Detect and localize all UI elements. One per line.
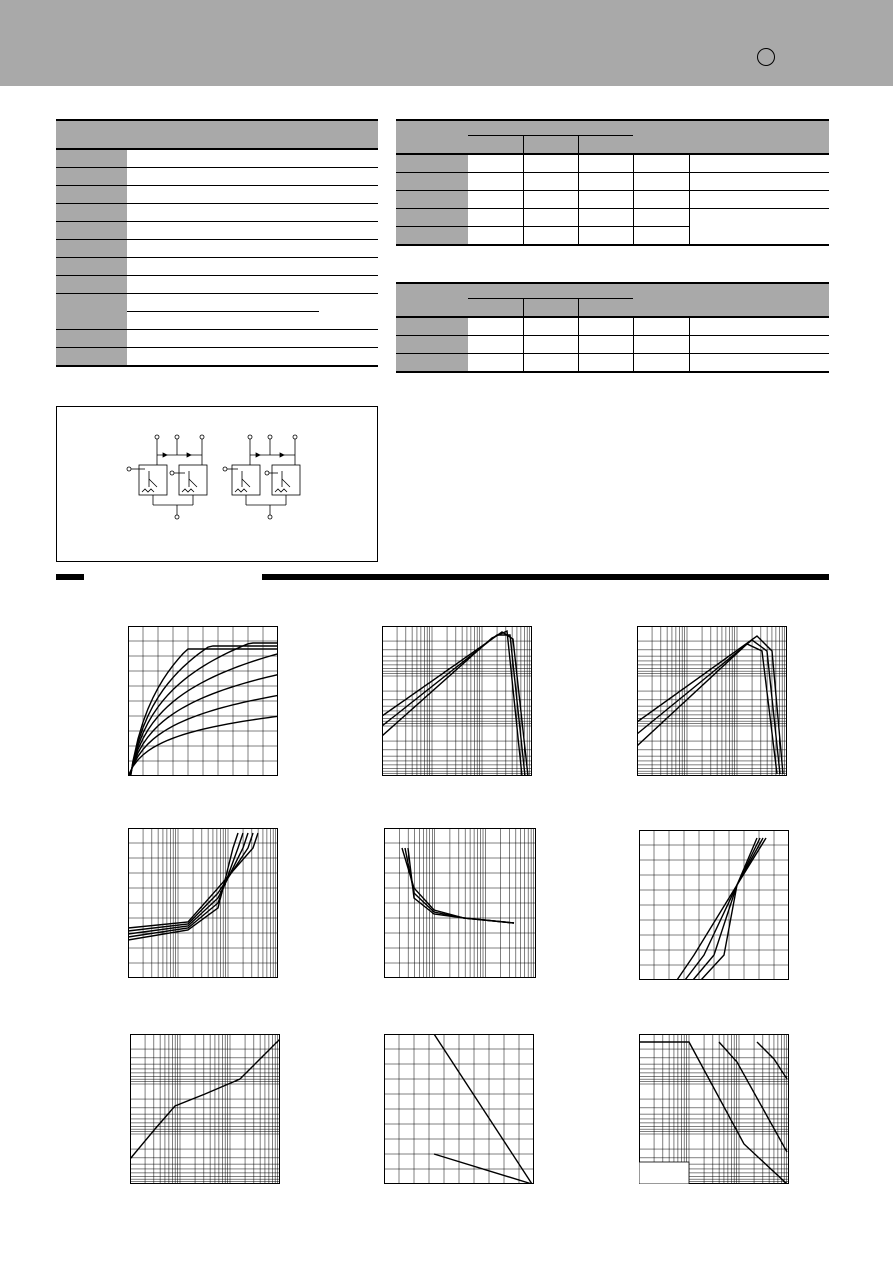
series-line: [637, 644, 777, 774]
header-band: [0, 0, 893, 86]
table-header-row: [396, 283, 829, 299]
grid-lines: [130, 1034, 280, 1184]
equivalent-circuit-diagram: [57, 407, 377, 561]
table-row: [56, 348, 378, 367]
chart-9-plot: [639, 1034, 789, 1184]
table-row: [396, 154, 829, 173]
section-bar-left: [56, 574, 84, 580]
chart-6-plot: [639, 830, 789, 980]
series-line: [128, 833, 253, 931]
table-header-row: [56, 120, 378, 149]
table-row: [56, 276, 378, 294]
grid-lines: [639, 830, 789, 980]
series-line: [405, 848, 514, 923]
chart-3-plot: [637, 626, 787, 776]
series-line: [128, 833, 248, 934]
series-line: [719, 1042, 787, 1152]
thermal-characteristics-table: [396, 282, 829, 373]
registered-mark-icon: [757, 48, 775, 66]
series-line: [408, 848, 514, 923]
chart-1: [128, 626, 278, 776]
chart-4: [128, 828, 278, 978]
legend-box: [639, 1162, 689, 1184]
chart-7-plot: [130, 1034, 280, 1184]
table-row: [56, 240, 378, 258]
table-row: [396, 209, 829, 227]
table-row: [396, 317, 829, 336]
table-row: [56, 294, 378, 312]
table-row: [56, 186, 378, 204]
chart-4-plot: [128, 828, 278, 978]
table-row: [396, 354, 829, 373]
grid-lines: [128, 828, 278, 978]
table-header-row: [396, 120, 829, 136]
series-line: [402, 848, 514, 923]
chart-2: [382, 626, 532, 776]
chart-5-plot: [384, 828, 536, 978]
chart-6: [639, 830, 789, 980]
grid-lines: [384, 828, 536, 978]
table-row: [56, 149, 378, 168]
table-row: [56, 258, 378, 276]
chart-8-plot: [384, 1034, 534, 1184]
chart-8: [384, 1034, 534, 1184]
series-line: [677, 838, 757, 980]
chart-9: [639, 1034, 789, 1184]
series-line: [382, 631, 522, 776]
plot-frame: [640, 1035, 789, 1184]
series-line: [757, 1042, 787, 1079]
absolute-max-ratings-table: [56, 119, 378, 367]
section-bar-right: [262, 574, 829, 580]
plot-frame: [131, 1035, 280, 1184]
chart-1-plot: [128, 626, 278, 776]
equivalent-circuit-box: [56, 406, 378, 562]
table-row: [56, 222, 378, 240]
electrical-characteristics-table: [396, 119, 829, 246]
chart-2-plot: [382, 626, 532, 776]
table-row: [396, 336, 829, 354]
table-row: [56, 204, 378, 222]
table-row: [396, 173, 829, 191]
table-row: [56, 168, 378, 186]
table-row: [396, 191, 829, 209]
chart-5: [384, 828, 536, 978]
chart-7: [130, 1034, 280, 1184]
chart-3: [637, 626, 787, 776]
table-row: [56, 330, 378, 348]
grid-lines: [639, 1034, 789, 1184]
